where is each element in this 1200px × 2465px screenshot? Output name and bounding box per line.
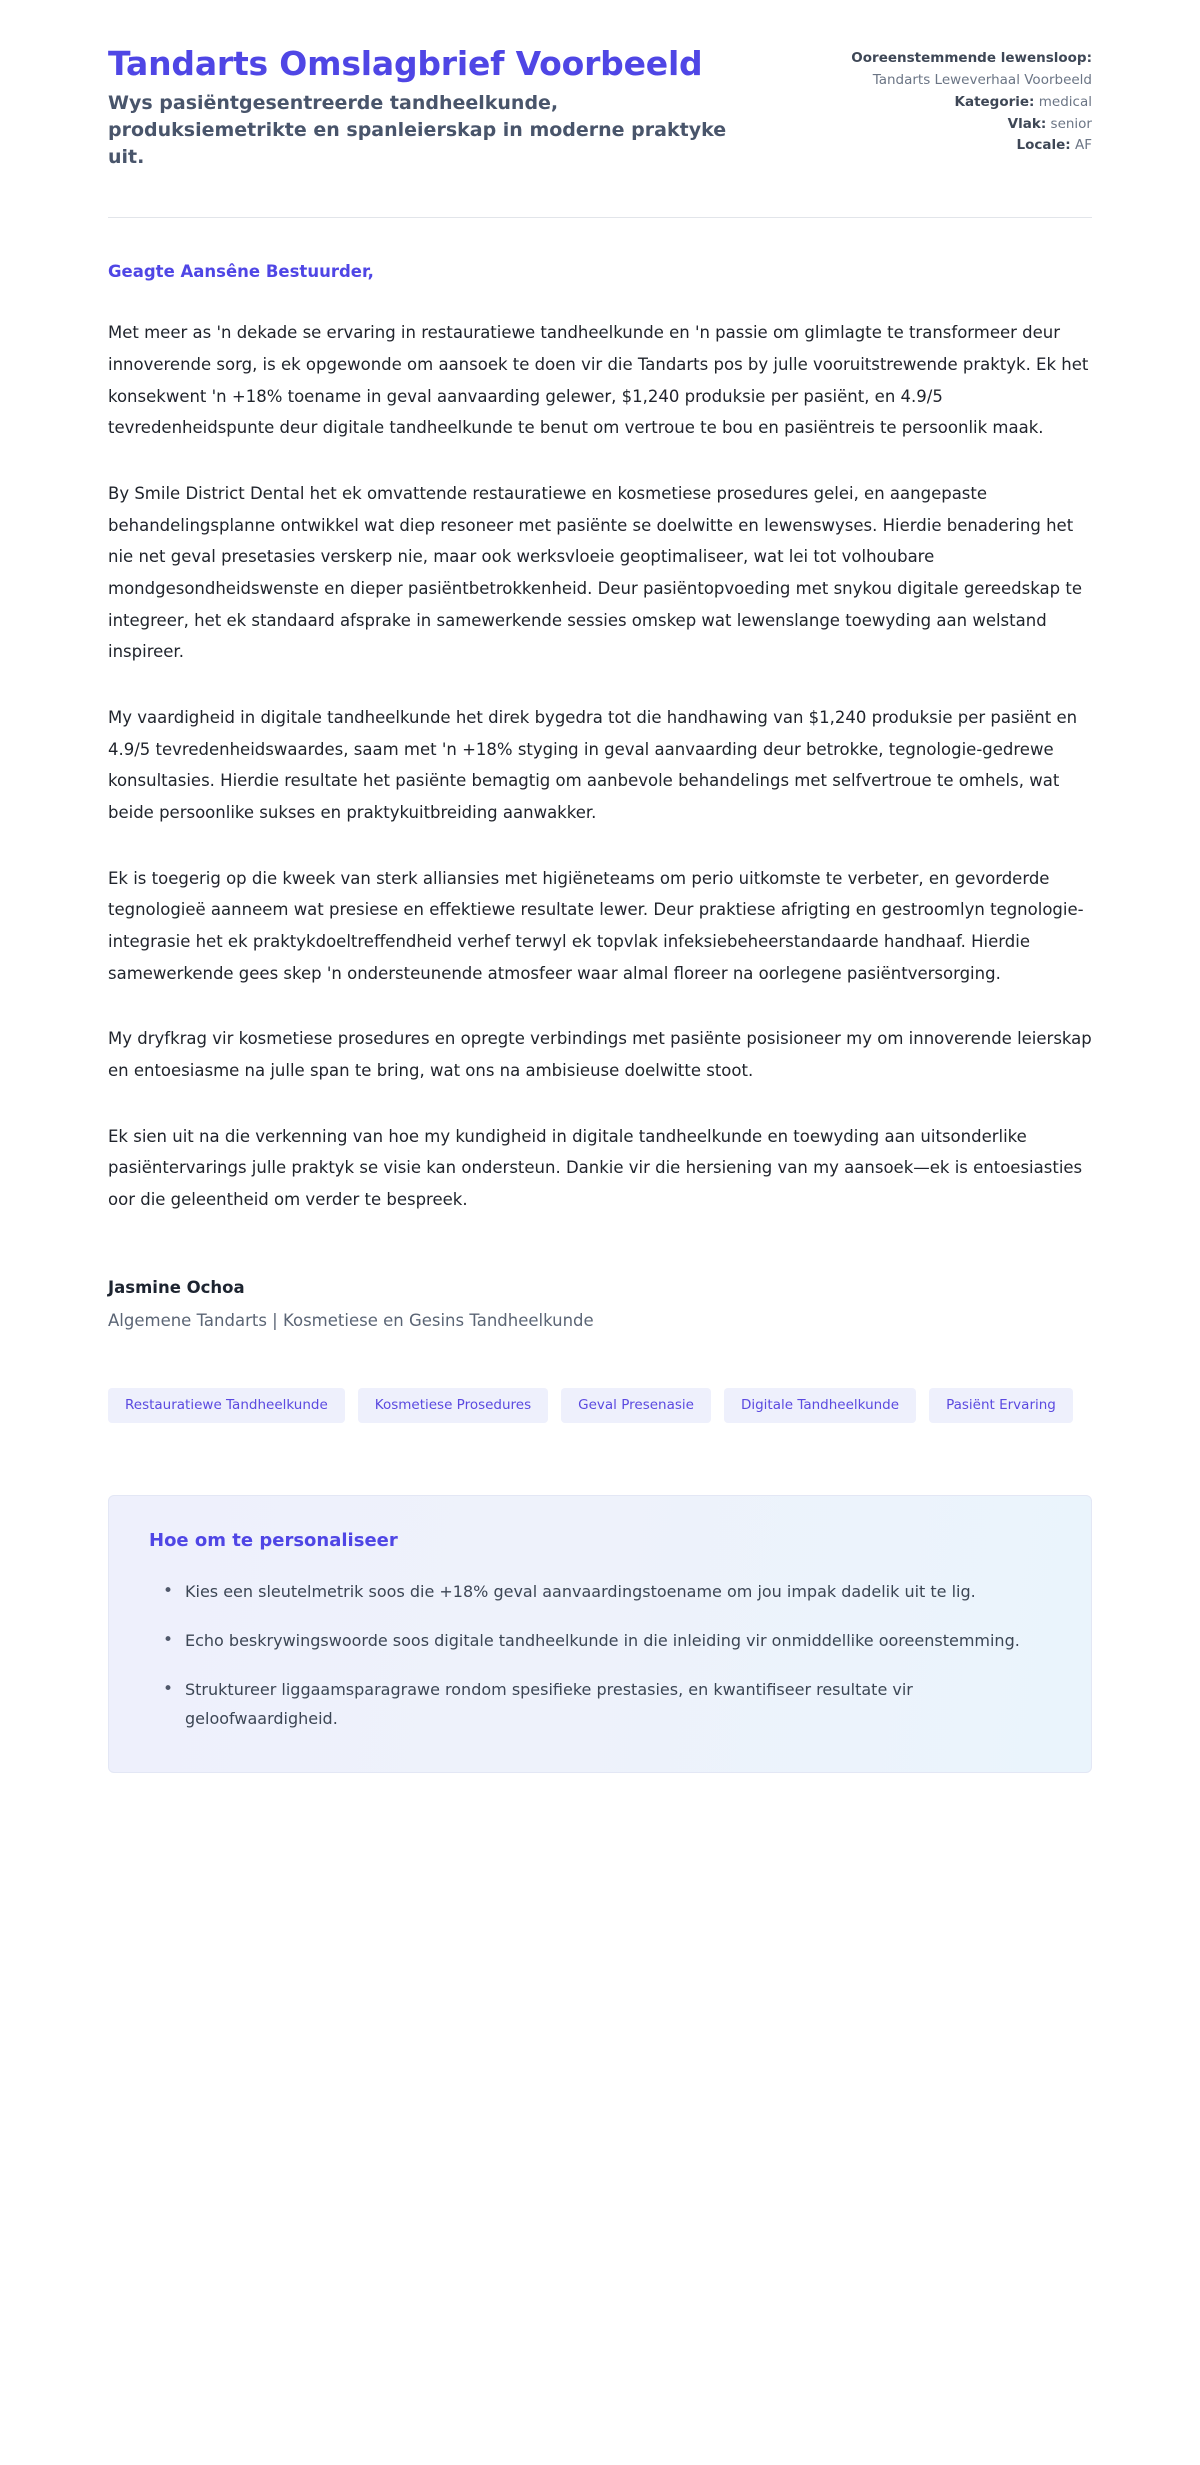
letter-paragraph: Ek sien uit na die verkenning van hoe my kundigheid in digitale tandheelkunde en toewyding aan uitsonderlike pasiëntervarings julle praktyk se visie kan ondersteun. Dankie vir die hersiening van my aansoek—ek is entoesiasties oor die geleentheid om verder te bespreek. — [108, 1126, 1083, 1209]
document-header — [108, 44, 1092, 218]
document-metadata — [832, 44, 1092, 157]
meta-label-locale: Locale: — [1016, 137, 1071, 154]
meta-value-level: senior — [1050, 115, 1092, 132]
tag-chip[interactable]: Restauratiewe Tandheelkunde — [108, 1388, 345, 1424]
letter-paragraph: Met meer as 'n dekade se ervaring in restauratiewe tandheelkunde en 'n passie om glimlagte te transformeer deur innoverende sorg, is ek opgewonde om aansoek te doen vir die Tandarts pos by julle vooruitstrewende praktyk. Ek het konsekwent 'n +18% toename in geval aanvaarding gelewer, $1,240 produksie per pasiënt, en 4.9/5 tevredenheidspunte deur digitale tandheelkunde te benut om vertroue te bou en pasiëntreis te persoonlik maak. — [108, 323, 1089, 438]
callout-tip-item: • Echo beskrywingswoorde soos digitale tandheelkunde in die inleiding vir onmiddellike ooreenstemming. — [171, 1626, 1051, 1655]
tag-chip[interactable]: Digitale Tandheelkunde — [724, 1388, 916, 1424]
signature-role: Algemene Tandarts | Kosmetiese en Gesins Tandheelkunde — [108, 1310, 594, 1330]
meta-value-resume: Tandarts Leweverhaal Voorbeeld — [872, 71, 1092, 88]
letter-paragraph: My dryfkrag vir kosmetiese prosedures en opregte verbindings met pasiënte posisioneer my om innoverende leierskap en entoesiasme na julle span te bring, wat ons na ambisieuse doelwitte stoot. — [108, 1029, 1092, 1080]
callout-tip-item: • Kies een sleutelmetrik soos die +18% geval aanvaardingstoename om jou impak dadelik uit te lig. — [171, 1577, 1051, 1606]
meta-label-category: Kategorie: — [954, 93, 1035, 110]
cover-letter-body — [108, 218, 1092, 1329]
callout-tip-list — [149, 1577, 1051, 1733]
meta-row-resume — [832, 48, 1092, 92]
letter-paragraph: My vaardigheid in digitale tandheelkunde het direk bygedra tot die handhawing van $1,240 produksie per pasiënt en 4.9/5 tevredenheidswaardes, saam met 'n +18% styging in geval aanvaarding deur betrokke, tegnologie-gedrewe konsultasies. Hierdie resultate het pasiënte bemagtig om aanbevole behandelings met selfvertroue te omhels, wat beide persoonlike sukses en praktykuitbreiding aanwakker. — [108, 707, 1078, 822]
tag-chip[interactable]: Kosmetiese Prosedures — [358, 1388, 548, 1424]
page-title: Tandarts Omslagbrief Voorbeeld — [108, 44, 703, 83]
meta-row-category — [832, 92, 1092, 114]
tag-chip[interactable]: Pasiënt Ervaring — [929, 1388, 1073, 1424]
tag-chip[interactable]: Geval Presenasie — [561, 1388, 711, 1424]
header-title-block — [108, 44, 748, 171]
callout-title: Hoe om te personaliseer — [149, 1530, 398, 1552]
meta-value-category: medical — [1038, 93, 1092, 110]
personalization-callout — [108, 1495, 1092, 1772]
callout-tip-item: • Struktureer liggaamsparagrawe rondom spesifieke prestasies, en kwantifiseer resultate vir geloofwaardigheid. — [171, 1675, 1051, 1733]
meta-label-resume: Ooreenstemmende lewensloop: — [851, 50, 1092, 66]
letter-salutation: Geagte Aansêne Bestuurder, — [108, 262, 374, 282]
meta-row-level — [832, 114, 1092, 136]
page-subtitle: Wys pasiëntgesentreerde tandheelkunde, produksiemetrikte en spanleierskap in moderne praktyke uit. — [108, 92, 727, 169]
signature-name: Jasmine Ochoa — [108, 1277, 245, 1297]
letter-signature — [108, 1278, 1092, 1330]
meta-row-locale — [832, 135, 1092, 157]
letter-paragraph: By Smile District Dental het ek omvattende restauratiewe en kosmetiese prosedures gelei, en aangepaste behandelingsplanne ontwikkel wat diep resoneer met pasiënte se doelwitte en lewenswyses. Hierdie benadering het nie net geval presetasies verskerp nie, maar ook werksvloeie geoptimaliseer, wat lei tot volhoubare mondgesondheidswenste en dieper pasiëntbetrokkenheid. Deur pasiëntopvoeding met snykou digitale gereedskap te integreer, het ek standaard afsprake in samewerkende sessies omskep wat lewenslange toewyding aan welstand inspireer. — [108, 483, 1082, 662]
tag-list — [108, 1388, 1092, 1424]
meta-value-locale: AF — [1074, 137, 1092, 154]
letter-paragraph: Ek is toegerig op die kweek van sterk alliansies met higiëneteams om perio uitkomste te verbeter, en gevorderde tegnologieë aanneem wat presiese en effektiewe resultate lewer. Deur praktiese afrigting en gestroomlyn tegnologie-integrasie het ek praktykdoeltreffendheid verhef terwyl ek topvlak infeksiebeheerstandaarde handhaaf. Hierdie samewerkende gees skep 'n ondersteunende atmosfeer waar almal floreer na oorlegene pasiëntversorging. — [108, 868, 1084, 983]
meta-label-level: Vlak: — [1007, 115, 1047, 132]
